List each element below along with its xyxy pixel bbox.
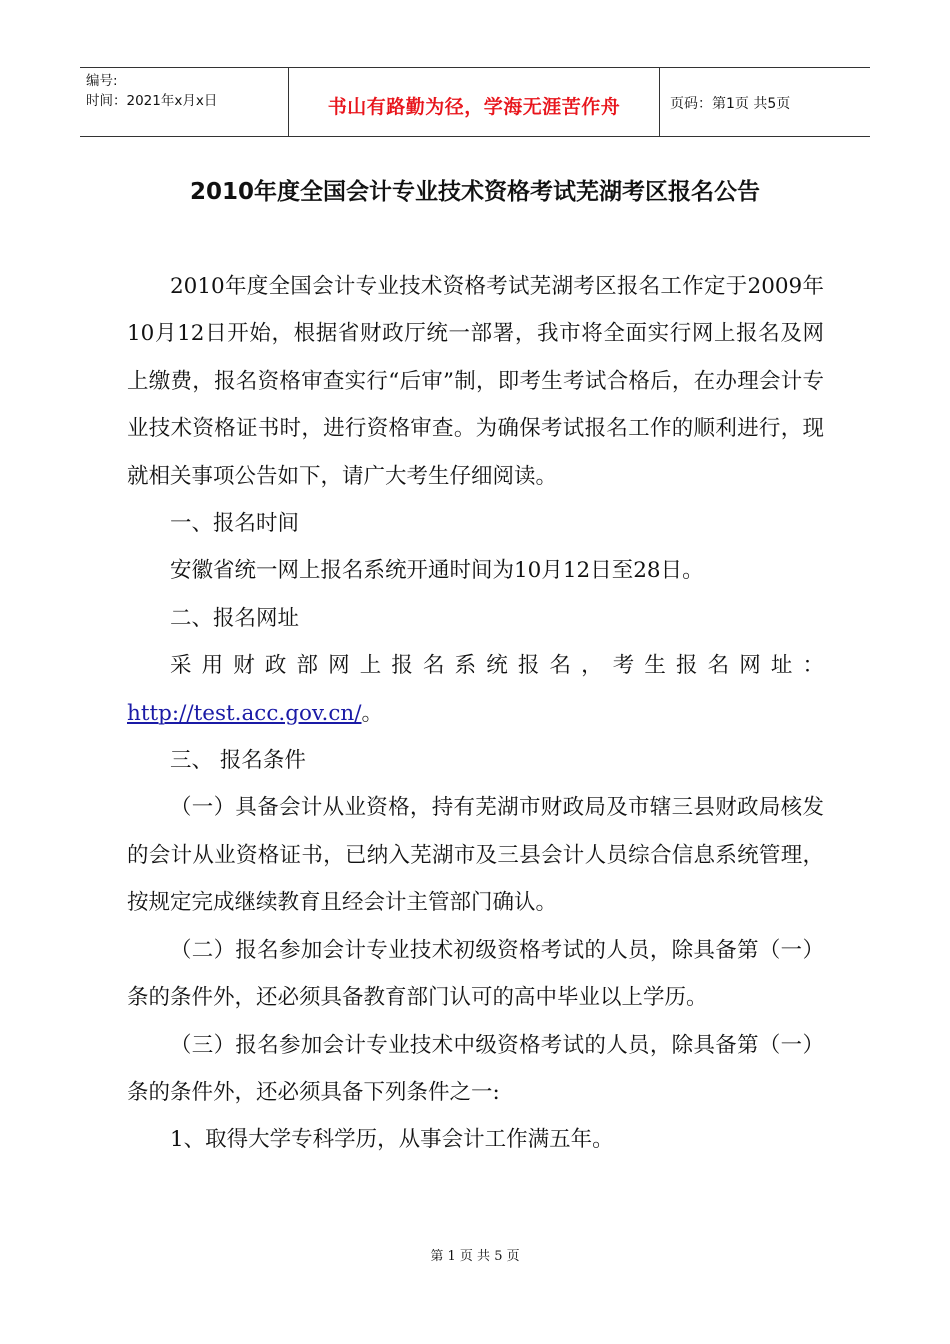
- condition-1: （一）具备会计从业资格，持有芜湖市财政局及市辖三县财政局核发的会计从业资格证书，已纳入芜湖市及三县会计人员综合信息系统管理，按规定完成继续教育且经会计主管部门确认。: [127, 795, 824, 916]
- header-motto: 书山有路勤为径，学海无涯苦作舟: [288, 68, 660, 136]
- url-tail: 。: [361, 700, 384, 726]
- document-header: [80, 67, 870, 137]
- document-body: [127, 263, 824, 1164]
- intro-paragraph: 2010年度全国会计专业技术资格考试芜湖考区报名工作定于2009年10月12日开始，根据省财政厅统一部署，我市将全面实行网上报名及网上缴费，报名资格审查实行“后审”制，即考生考试合格后，在办理会计专业技术资格证书时，进行资格审查。为确保考试报名工作的顺利进行，现就相关事项公告如下，请广大考生仔细阅读。: [127, 274, 824, 489]
- doc-number-label: 编号:: [86, 73, 118, 89]
- section-heading-registration-url: 二、报名网址: [170, 605, 300, 631]
- condition-3: （三）报名参加会计专业技术中级资格考试的人员，除具备第（一）条的条件外，还必须具备下列条件之一:: [127, 1032, 824, 1105]
- registration-url-text: 采用财政部网上报名系统报名，考生报名网址：: [170, 653, 824, 679]
- section-heading-registration-time: 一、报名时间: [170, 511, 300, 537]
- header-meta: [80, 68, 288, 136]
- registration-time-text: 安徽省统一网上报名系统开通时间为10月12日至28日。: [170, 558, 704, 584]
- page-footer: 第 1 页 共 5 页: [430, 1249, 520, 1264]
- condition-2: （二）报名参加会计专业技术初级资格考试的人员，除具备第（一）条的条件外，还必须具备教育部门认可的高中毕业以上学历。: [127, 937, 824, 1011]
- condition-3-item-1: 1、取得大学专科学历，从事会计工作满五年。: [170, 1127, 614, 1153]
- header-page-info: 页码：第1页 共5页: [670, 96, 791, 112]
- section-heading-conditions: 三、 报名条件: [170, 748, 306, 774]
- registration-url-link[interactable]: http://test.acc.gov.cn/: [127, 700, 362, 726]
- page-title: 2010年度全国会计专业技术资格考试芜湖考区报名公告: [189, 179, 760, 205]
- time-label: 时间：2021年x月x日: [86, 93, 218, 109]
- registration-url-line: [127, 690, 824, 737]
